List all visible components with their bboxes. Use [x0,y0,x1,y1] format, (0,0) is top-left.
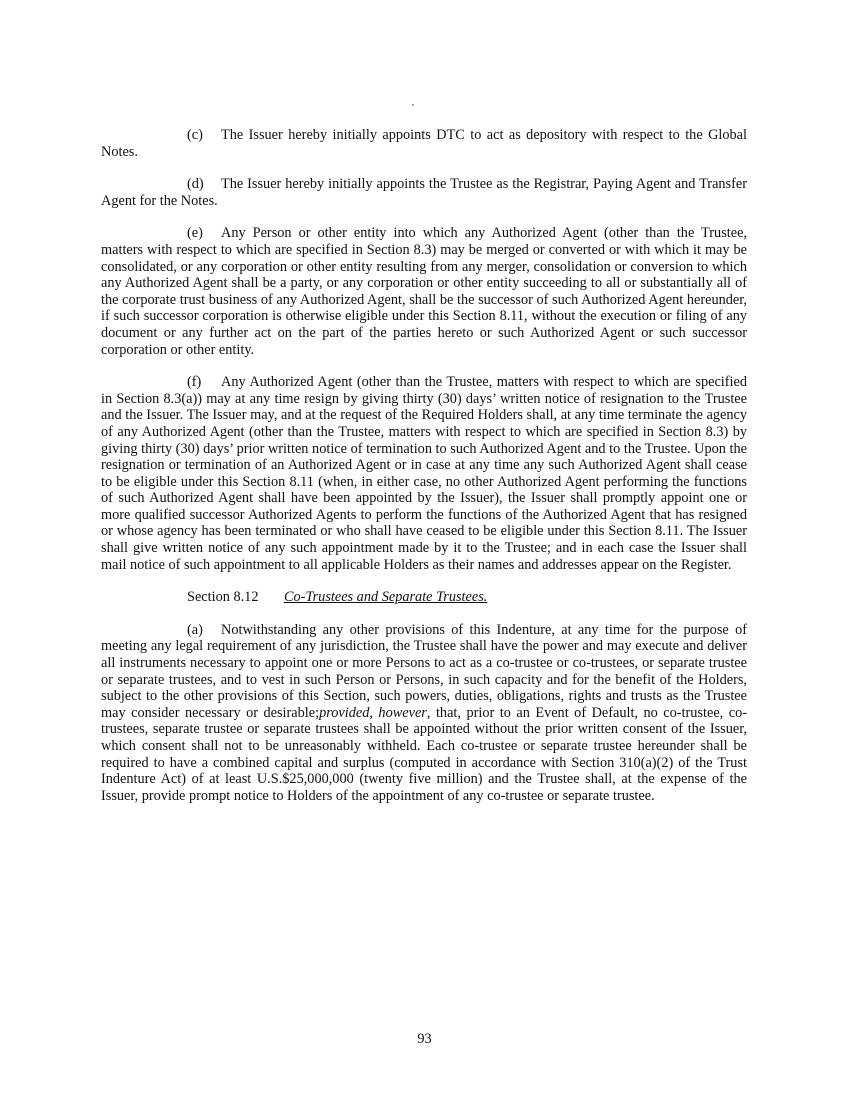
paragraph-text: The Issuer hereby initially appoints the Trustee as the Registrar, Paying Agent and Transfer Agent for the Notes. [101,176,747,209]
paragraph-e [101,225,747,358]
paragraph-c [101,127,747,160]
paragraph-emphasis: provided, however [319,704,427,721]
paragraph-text-continued: , that, prior to an Event of Default, no co-trustee, co-trustees, separate trustee or separate trustees shall be appointed without the prior written consent of the Issuer, which consent shall not to be unreasonably withheld. Each co-trustee or separate trustee hereunder shall be required to have a combined capital and surplus (computed in accordance with Section 310(a)(2) of the Trust Indenture Act) of at least U.S.$25,000,000 (twenty five million) and the Trustee shall, at the expense of the Issuer, provide prompt notice to Holders of the appointment of any co-trustee or separate trustee. [101,704,747,804]
scan-speck [412,104,414,106]
section-heading [101,589,747,606]
paragraph-label: (a) [187,621,203,638]
paragraph-d [101,176,747,209]
paragraph-label: (c) [187,127,203,143]
paragraph-f [101,374,747,573]
page-number: 93 [417,1031,432,1047]
document-page [101,127,747,820]
paragraph-a [101,622,747,805]
section-title: Co-Trustees and Separate Trustees. [284,589,488,606]
section-number: Section 8.12 [187,589,259,606]
paragraph-label: (f) [187,374,202,391]
paragraph-label: (e) [187,225,203,242]
paragraph-label: (d) [187,176,204,193]
paragraph-text: Any Person or other entity into which any Authorized Agent (other than the Trustee, matters with respect to which are specified in Section 8.3) may be merged or converted or with which it may be consolidated, or any corporation or other entity resulting from any merger, consolidation or conversion to which any Authorized Agent shall be a party, or any corporation or other entity succeeding to all or substantially all of the corporate trust business of any Authorized Agent, shall be the successor of such Authorized Agent hereunder, if such successor corporation is otherwise eligible under this Section 8.11, without the execution or filing of any document or any further act on the part of the parties hereto or such Authorized Agent or such successor corporation or other entity. [101,225,747,358]
paragraph-text: The Issuer hereby initially appoints DTC to act as depository with respect to the Global Notes. [101,127,747,160]
paragraph-text: Notwithstanding any other provisions of this Indenture, at any time for the purpose of meeting any legal requirement of any jurisdiction, the Trustee shall have the power and may execute and deliver all instruments necessary to appoint one or more Persons to act as a co-trustee or co-trustees, or separate trustee or separate trustees, and to vest in such Person or Persons, in such capacity and for the benefit of the Holders, subject to the other provisions of this Section, such powers, duties, obligations, rights and trusts as the Trustee may consider necessary or desirable; [101,621,747,721]
paragraph-text: Any Authorized Agent (other than the Trustee, matters with respect to which are specified in Section 8.3(a)) may at any time resign by giving thirty (30) days’ written notice of resignation to the Trustee and the Issuer. The Issuer may, and at the request of the Required Holders shall, at any time terminate the agency of any Authorized Agent (other than the Trustee, matters with respect to which are specified in Section 8.3) by giving thirty (30) days’ prior written notice of termination to such Authorized Agent and to the Trustee. Upon the resignation or termination of an Authorized Agent or in case at any time any such Authorized Agent shall cease to be eligible under this Section 8.11 (when, in either case, no other Authorized Agent performing the functions of such Authorized Agent shall have been appointed by the Issuer), the Issuer shall promptly appoint one or more qualified successor Authorized Agents to perform the functions of the Authorized Agent that has resigned or whose agency has been terminated or who shall have ceased to be eligible under this Section 8.11. The Issuer shall give written notice of any such appointment made by it to the Trustee; and in each case the Issuer shall mail notice of such appointment to all applicable Holders as their names and addresses appear on the Register. [101,374,747,573]
